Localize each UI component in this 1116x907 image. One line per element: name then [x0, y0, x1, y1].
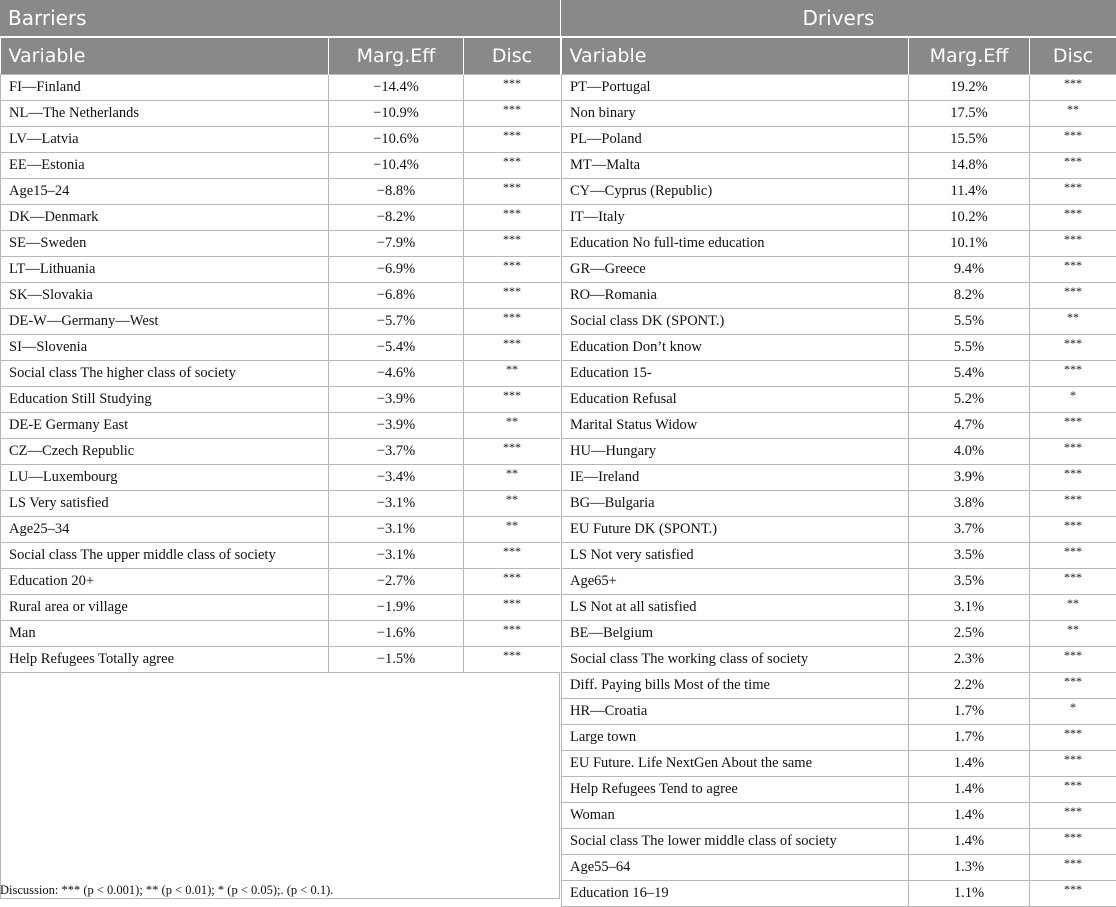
table-row	[562, 673, 1116, 699]
row-variable: Diff. Paying bills Most of the time	[562, 673, 909, 699]
barriers-empty-area	[0, 673, 560, 899]
table-row	[562, 75, 1116, 101]
table-row	[1, 569, 561, 595]
row-variable: Large town	[562, 725, 909, 751]
row-disc: **	[464, 491, 561, 517]
table-row	[562, 699, 1116, 725]
row-effect: −7.9%	[329, 231, 464, 257]
row-variable: GR—Greece	[562, 257, 909, 283]
row-effect: −1.6%	[329, 621, 464, 647]
row-effect: −14.4%	[329, 75, 464, 101]
row-disc: **	[464, 413, 561, 439]
row-variable: Rural area or village	[1, 595, 329, 621]
row-variable: EU Future DK (SPONT.)	[562, 517, 909, 543]
row-variable: Non binary	[562, 101, 909, 127]
barriers-body	[1, 75, 561, 673]
row-variable: Age65+	[562, 569, 909, 595]
row-effect: 1.3%	[909, 855, 1030, 881]
row-variable: DK—Denmark	[1, 205, 329, 231]
row-disc: ***	[464, 179, 561, 205]
table-row	[1, 621, 561, 647]
row-effect: 1.7%	[909, 699, 1030, 725]
table-row	[562, 803, 1116, 829]
row-variable: BG—Bulgaria	[562, 491, 909, 517]
row-disc: ***	[1030, 725, 1116, 751]
row-disc: ***	[1030, 777, 1116, 803]
row-effect: −10.6%	[329, 127, 464, 153]
row-variable: Marital Status Widow	[562, 413, 909, 439]
row-disc: ***	[1030, 231, 1116, 257]
row-disc: ***	[1030, 413, 1116, 439]
row-variable: HU—Hungary	[562, 439, 909, 465]
row-disc: ***	[464, 647, 561, 673]
row-effect: −6.8%	[329, 283, 464, 309]
row-disc: ***	[1030, 179, 1116, 205]
row-variable: SE—Sweden	[1, 231, 329, 257]
row-effect: 3.9%	[909, 465, 1030, 491]
row-variable: LS Not very satisfied	[562, 543, 909, 569]
table-row	[1, 101, 561, 127]
row-disc: **	[1030, 309, 1116, 335]
table-row	[562, 829, 1116, 855]
table-row	[1, 387, 561, 413]
row-disc: ***	[464, 127, 561, 153]
row-effect: −4.6%	[329, 361, 464, 387]
barriers-header-row	[1, 37, 561, 75]
row-effect: 1.7%	[909, 725, 1030, 751]
row-variable: LT—Lithuania	[1, 257, 329, 283]
drivers-col-variable: Variable	[562, 37, 909, 75]
table-row	[1, 335, 561, 361]
table-row	[562, 335, 1116, 361]
row-effect: 3.5%	[909, 569, 1030, 595]
row-effect: 1.4%	[909, 803, 1030, 829]
row-disc: **	[464, 361, 561, 387]
row-variable: MT—Malta	[562, 153, 909, 179]
row-effect: −3.1%	[329, 491, 464, 517]
row-effect: −5.4%	[329, 335, 464, 361]
table-row	[562, 491, 1116, 517]
row-effect: −3.4%	[329, 465, 464, 491]
table-row	[562, 725, 1116, 751]
barriers-col-disc: Disc	[464, 37, 561, 75]
table-row	[1, 205, 561, 231]
row-effect: −8.2%	[329, 205, 464, 231]
table-row	[1, 127, 561, 153]
row-disc: **	[464, 465, 561, 491]
row-effect: 11.4%	[909, 179, 1030, 205]
table-row	[1, 491, 561, 517]
row-disc: ***	[464, 595, 561, 621]
table-row	[1, 595, 561, 621]
row-variable: LS Very satisfied	[1, 491, 329, 517]
row-effect: −3.9%	[329, 387, 464, 413]
row-variable: Man	[1, 621, 329, 647]
drivers-title: Drivers	[561, 0, 1116, 36]
row-disc: ***	[464, 621, 561, 647]
row-effect: 3.5%	[909, 543, 1030, 569]
table-row	[562, 205, 1116, 231]
row-effect: −3.9%	[329, 413, 464, 439]
row-effect: 15.5%	[909, 127, 1030, 153]
row-variable: DE-W—Germany—West	[1, 309, 329, 335]
row-effect: −3.1%	[329, 517, 464, 543]
row-effect: −2.7%	[329, 569, 464, 595]
row-disc: ***	[464, 439, 561, 465]
row-effect: −8.8%	[329, 179, 464, 205]
barriers-title: Barriers	[0, 0, 560, 36]
row-variable: Woman	[562, 803, 909, 829]
table-row	[562, 413, 1116, 439]
row-disc: ***	[464, 569, 561, 595]
row-disc: ***	[1030, 465, 1116, 491]
row-effect: −1.9%	[329, 595, 464, 621]
row-variable: EU Future. Life NextGen About the same	[562, 751, 909, 777]
table-row	[562, 855, 1116, 881]
row-variable: LU—Luxembourg	[1, 465, 329, 491]
row-effect: 8.2%	[909, 283, 1030, 309]
row-effect: 1.1%	[909, 881, 1030, 907]
row-effect: 3.1%	[909, 595, 1030, 621]
row-variable: FI—Finland	[1, 75, 329, 101]
table-row	[1, 179, 561, 205]
row-variable: LV—Latvia	[1, 127, 329, 153]
row-variable: BE—Belgium	[562, 621, 909, 647]
row-effect: 1.4%	[909, 751, 1030, 777]
row-disc: ***	[464, 309, 561, 335]
row-disc: ***	[1030, 569, 1116, 595]
row-variable: Education 20+	[1, 569, 329, 595]
table-row	[1, 465, 561, 491]
row-variable: Age15–24	[1, 179, 329, 205]
row-effect: −3.7%	[329, 439, 464, 465]
drivers-header-row	[562, 37, 1116, 75]
table-row	[1, 75, 561, 101]
row-effect: 2.2%	[909, 673, 1030, 699]
row-disc: ***	[1030, 283, 1116, 309]
row-disc: ***	[1030, 75, 1116, 101]
row-disc: ***	[1030, 153, 1116, 179]
row-variable: HR—Croatia	[562, 699, 909, 725]
row-variable: Social class The higher class of society	[1, 361, 329, 387]
row-effect: −5.7%	[329, 309, 464, 335]
row-variable: Social class The lower middle class of society	[562, 829, 909, 855]
table-row	[1, 283, 561, 309]
table-row	[1, 361, 561, 387]
row-effect: 4.7%	[909, 413, 1030, 439]
row-variable: IE—Ireland	[562, 465, 909, 491]
row-disc: ***	[1030, 543, 1116, 569]
row-disc: ***	[1030, 361, 1116, 387]
row-effect: 2.5%	[909, 621, 1030, 647]
row-effect: 1.4%	[909, 829, 1030, 855]
row-variable: IT—Italy	[562, 205, 909, 231]
row-disc: ***	[464, 231, 561, 257]
table-row	[1, 413, 561, 439]
row-effect: 17.5%	[909, 101, 1030, 127]
drivers-table	[561, 36, 1116, 907]
row-variable: SK—Slovakia	[1, 283, 329, 309]
row-variable: Education Don’t know	[562, 335, 909, 361]
row-variable: Social class The upper middle class of society	[1, 543, 329, 569]
table-row	[1, 543, 561, 569]
row-variable: Education Still Studying	[1, 387, 329, 413]
row-disc: ***	[1030, 751, 1116, 777]
table-row	[1, 647, 561, 673]
row-variable: Social class DK (SPONT.)	[562, 309, 909, 335]
table-row	[1, 517, 561, 543]
row-effect: 2.3%	[909, 647, 1030, 673]
row-effect: −3.1%	[329, 543, 464, 569]
table-row	[562, 647, 1116, 673]
table-row	[1, 231, 561, 257]
row-variable: DE-E Germany East	[1, 413, 329, 439]
row-variable: CY—Cyprus (Republic)	[562, 179, 909, 205]
row-effect: −1.5%	[329, 647, 464, 673]
row-disc: ***	[1030, 647, 1116, 673]
table-row	[562, 751, 1116, 777]
row-disc: ***	[1030, 881, 1116, 907]
row-variable: Help Refugees Tend to agree	[562, 777, 909, 803]
row-effect: 5.5%	[909, 309, 1030, 335]
row-disc: *	[1030, 699, 1116, 725]
table-row	[562, 777, 1116, 803]
row-variable: LS Not at all satisfied	[562, 595, 909, 621]
row-variable: Education 16–19	[562, 881, 909, 907]
row-variable: Help Refugees Totally agree	[1, 647, 329, 673]
row-effect: 10.1%	[909, 231, 1030, 257]
table-row	[562, 569, 1116, 595]
table-row	[562, 257, 1116, 283]
barriers-col-variable: Variable	[1, 37, 329, 75]
row-disc: **	[1030, 621, 1116, 647]
row-disc: ***	[1030, 439, 1116, 465]
table-row	[562, 439, 1116, 465]
drivers-col-effect: Marg.Eff	[909, 37, 1030, 75]
row-disc: ***	[1030, 257, 1116, 283]
row-variable: PL—Poland	[562, 127, 909, 153]
row-disc: ***	[464, 543, 561, 569]
table-row	[562, 517, 1116, 543]
table-row	[562, 543, 1116, 569]
table-row	[562, 179, 1116, 205]
row-disc: ***	[464, 257, 561, 283]
row-effect: 5.4%	[909, 361, 1030, 387]
drivers-panel	[561, 0, 1116, 907]
row-effect: 5.5%	[909, 335, 1030, 361]
table-row	[562, 361, 1116, 387]
row-disc: ***	[464, 283, 561, 309]
table-row	[1, 439, 561, 465]
row-disc: **	[464, 517, 561, 543]
drivers-body	[562, 75, 1116, 907]
row-variable: Age25–34	[1, 517, 329, 543]
row-disc: ***	[1030, 829, 1116, 855]
barriers-panel	[0, 0, 560, 899]
row-variable: RO—Romania	[562, 283, 909, 309]
row-variable: NL—The Netherlands	[1, 101, 329, 127]
row-effect: 3.7%	[909, 517, 1030, 543]
row-effect: −10.9%	[329, 101, 464, 127]
row-disc: **	[1030, 101, 1116, 127]
row-effect: −6.9%	[329, 257, 464, 283]
drivers-col-disc: Disc	[1030, 37, 1116, 75]
row-variable: EE—Estonia	[1, 153, 329, 179]
table-row	[562, 101, 1116, 127]
table-row	[562, 231, 1116, 257]
barriers-table	[0, 36, 561, 673]
row-disc: ***	[1030, 803, 1116, 829]
table-row	[1, 153, 561, 179]
row-effect: 9.4%	[909, 257, 1030, 283]
row-variable: Age55–64	[562, 855, 909, 881]
table-row	[562, 309, 1116, 335]
row-disc: ***	[1030, 855, 1116, 881]
table-row	[562, 621, 1116, 647]
row-variable: PT—Portugal	[562, 75, 909, 101]
row-disc: **	[1030, 595, 1116, 621]
row-disc: ***	[1030, 205, 1116, 231]
row-effect: 3.8%	[909, 491, 1030, 517]
row-effect: −10.4%	[329, 153, 464, 179]
table-row	[562, 127, 1116, 153]
footnote: Discussion: *** (p < 0.001); ** (p < 0.01); * (p < 0.05);. (p < 0.1).	[0, 883, 333, 898]
row-effect: 1.4%	[909, 777, 1030, 803]
row-effect: 4.0%	[909, 439, 1030, 465]
row-disc: ***	[1030, 335, 1116, 361]
row-variable: CZ—Czech Republic	[1, 439, 329, 465]
row-disc: ***	[1030, 491, 1116, 517]
row-disc: ***	[464, 153, 561, 179]
row-effect: 5.2%	[909, 387, 1030, 413]
row-disc: ***	[464, 205, 561, 231]
table-row	[1, 309, 561, 335]
row-disc: ***	[464, 75, 561, 101]
row-effect: 19.2%	[909, 75, 1030, 101]
row-disc: ***	[464, 101, 561, 127]
row-variable: SI—Slovenia	[1, 335, 329, 361]
row-effect: 10.2%	[909, 205, 1030, 231]
barriers-col-effect: Marg.Eff	[329, 37, 464, 75]
row-disc: *	[1030, 387, 1116, 413]
table-row	[562, 465, 1116, 491]
row-variable: Education Refusal	[562, 387, 909, 413]
row-disc: ***	[464, 335, 561, 361]
row-disc: ***	[1030, 127, 1116, 153]
table-row	[1, 257, 561, 283]
row-effect: 14.8%	[909, 153, 1030, 179]
row-disc: ***	[464, 387, 561, 413]
table-row	[562, 881, 1116, 907]
table-row	[562, 595, 1116, 621]
row-variable: Education No full-time education	[562, 231, 909, 257]
row-disc: ***	[1030, 673, 1116, 699]
row-variable: Education 15-	[562, 361, 909, 387]
table-row	[562, 153, 1116, 179]
row-disc: ***	[1030, 517, 1116, 543]
row-variable: Social class The working class of society	[562, 647, 909, 673]
table-row	[562, 387, 1116, 413]
table-row	[562, 283, 1116, 309]
